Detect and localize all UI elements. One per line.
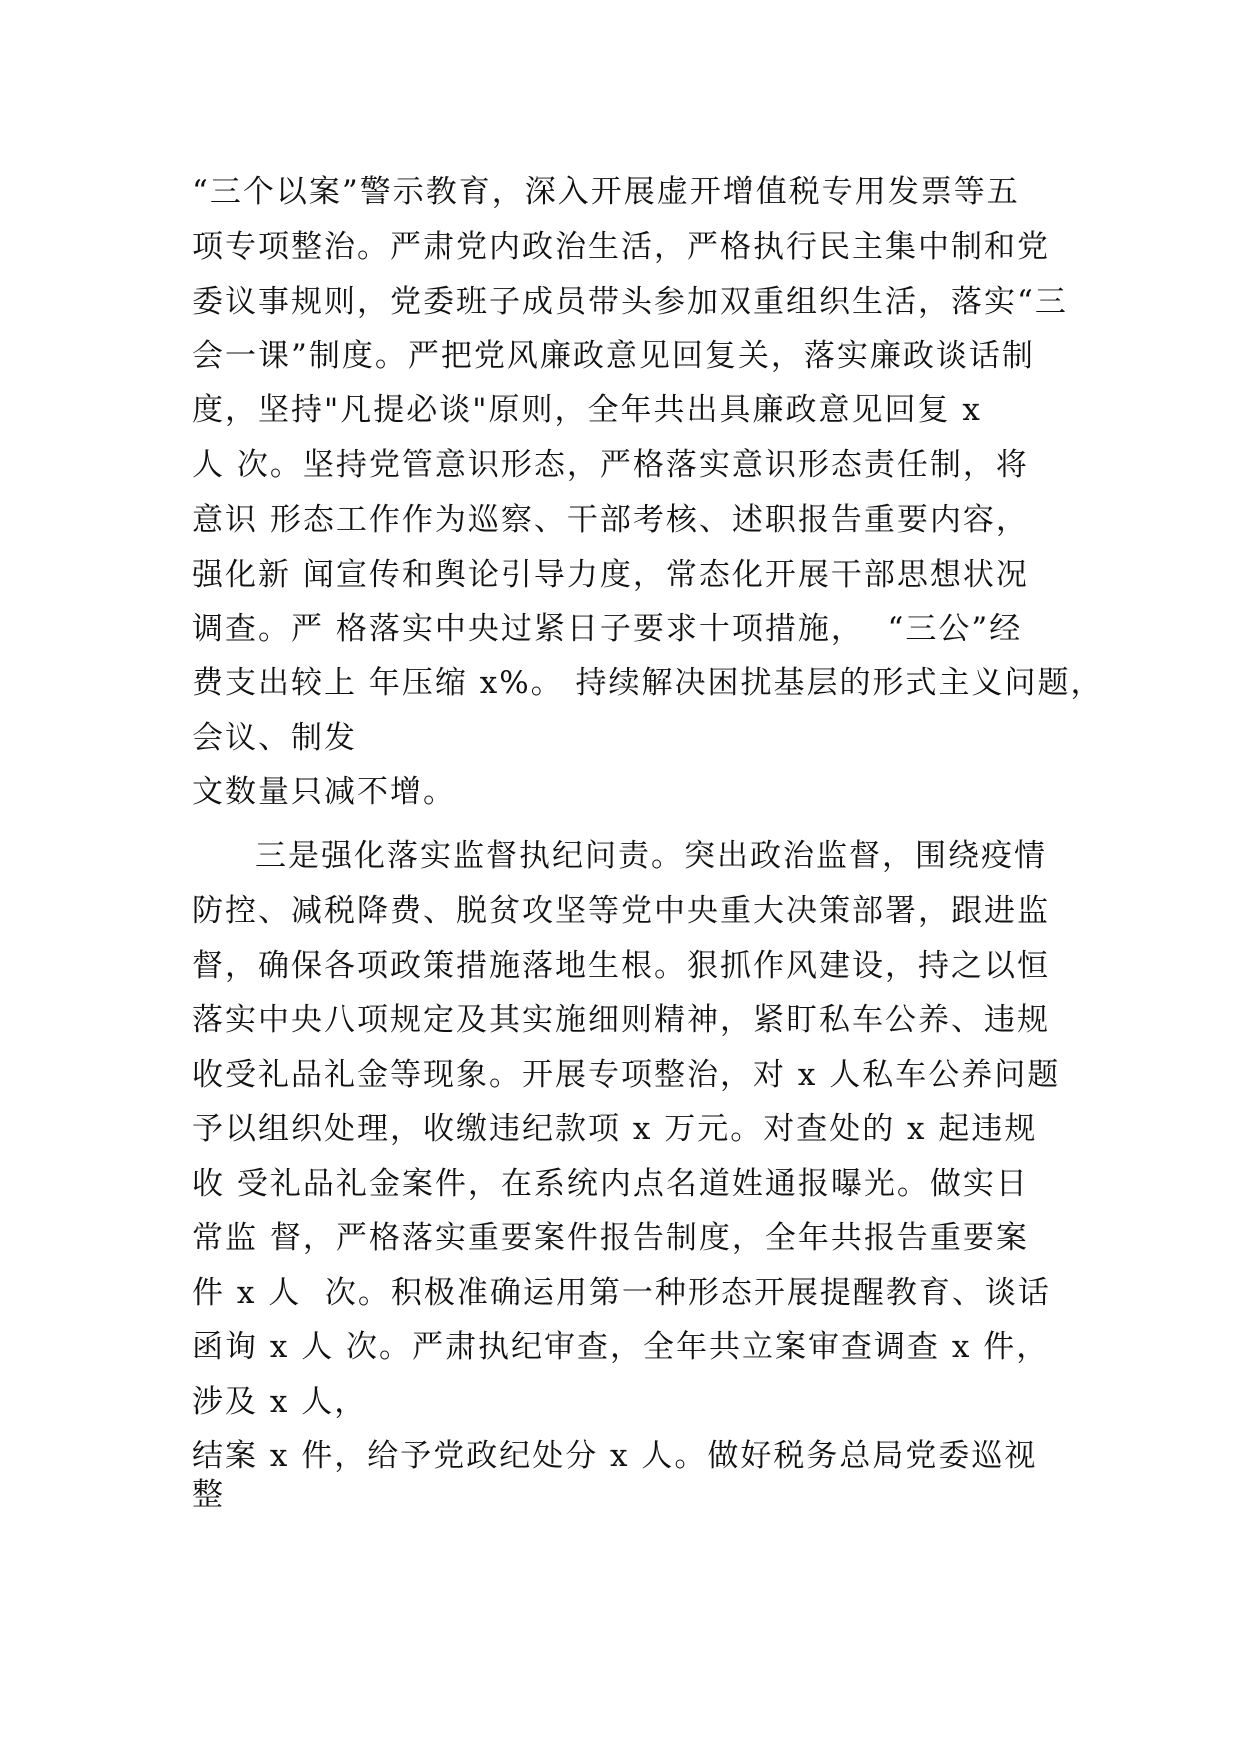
text-line: 函询 x 人 次。严肃执纪审查，全年共立案审查调查 x 件， <box>192 1329 1050 1365</box>
text-line: 会议、制发 <box>192 720 357 756</box>
text-line: 防控、减税降费、脱贫攻坚等党中央重大决策部署，跟进监 <box>192 893 1050 929</box>
text-line: 三是强化落实监督执纪问责。突出政治监督，围绕疫情 <box>255 838 1047 874</box>
text-line: 整 <box>192 1477 225 1513</box>
text-line: 收受礼品礼金等现象。开展专项整治，对 x 人私车公养问题 <box>192 1057 1061 1093</box>
text-line: “三个以案”警示教育，深入开展虚开增值税专用发票等五 <box>192 174 1020 210</box>
text-line: 费支出较上 年压缩 x%。 持续解决困扰基层的形式主义问题， <box>192 665 1104 701</box>
text-line: 结案 x 件，给予党政纪处分 x 人。做好税务总局党委巡视 <box>192 1438 1038 1474</box>
text-line: 收 受礼品礼金案件，在系统内点名道姓通报曝光。做实日 <box>192 1166 1029 1202</box>
text-line: 督，确保各项政策措施落地生根。狠抓作风建设，持之以恒 <box>192 948 1050 984</box>
text-line: 会一课”制度。严把党风廉政意见回复关，落实廉政谈话制 <box>192 338 1035 374</box>
text-line: 落实中央八项规定及其实施细则精神，紧盯私车公养、违规 <box>192 1002 1050 1038</box>
text-line: 意识 形态工作作为巡察、干部考核、述职报告重要内容， <box>192 502 1029 538</box>
text-line: 人 次。坚持党管意识形态，严格落实意识形态责任制，将 <box>192 447 1029 483</box>
text-line: 件 x 人 次。积极准确运用第一种形态开展提醒教育、谈话 <box>192 1275 1051 1311</box>
text-line: 项专项整治。严肃党内政治生活，严格执行民主集中制和党 <box>192 229 1050 265</box>
text-line: 文数量只减不增。 <box>192 774 456 810</box>
text-line: 调查。严 格落实中央过紧日子要求十项措施， “三公”经 <box>192 611 1023 647</box>
text-line: 涉及 x 人， <box>192 1384 368 1420</box>
text-line: 度，坚持"凡提必谈"原则，全年共出具廉政意见回复 x <box>192 392 982 428</box>
text-line: 强化新 闻宣传和舆论引导力度，常态化开展干部思想状况 <box>192 557 1029 593</box>
text-line: 予以组织处理，收缴违纪款项 x 万元。对查处的 x 起违规 <box>192 1111 1038 1147</box>
text-line: 常监 督，严格落实重要案件报告制度，全年共报告重要案 <box>192 1220 1029 1256</box>
text-line: 委议事规则，党委班子成员带头参加双重组织生活，落实“三 <box>192 284 1068 320</box>
